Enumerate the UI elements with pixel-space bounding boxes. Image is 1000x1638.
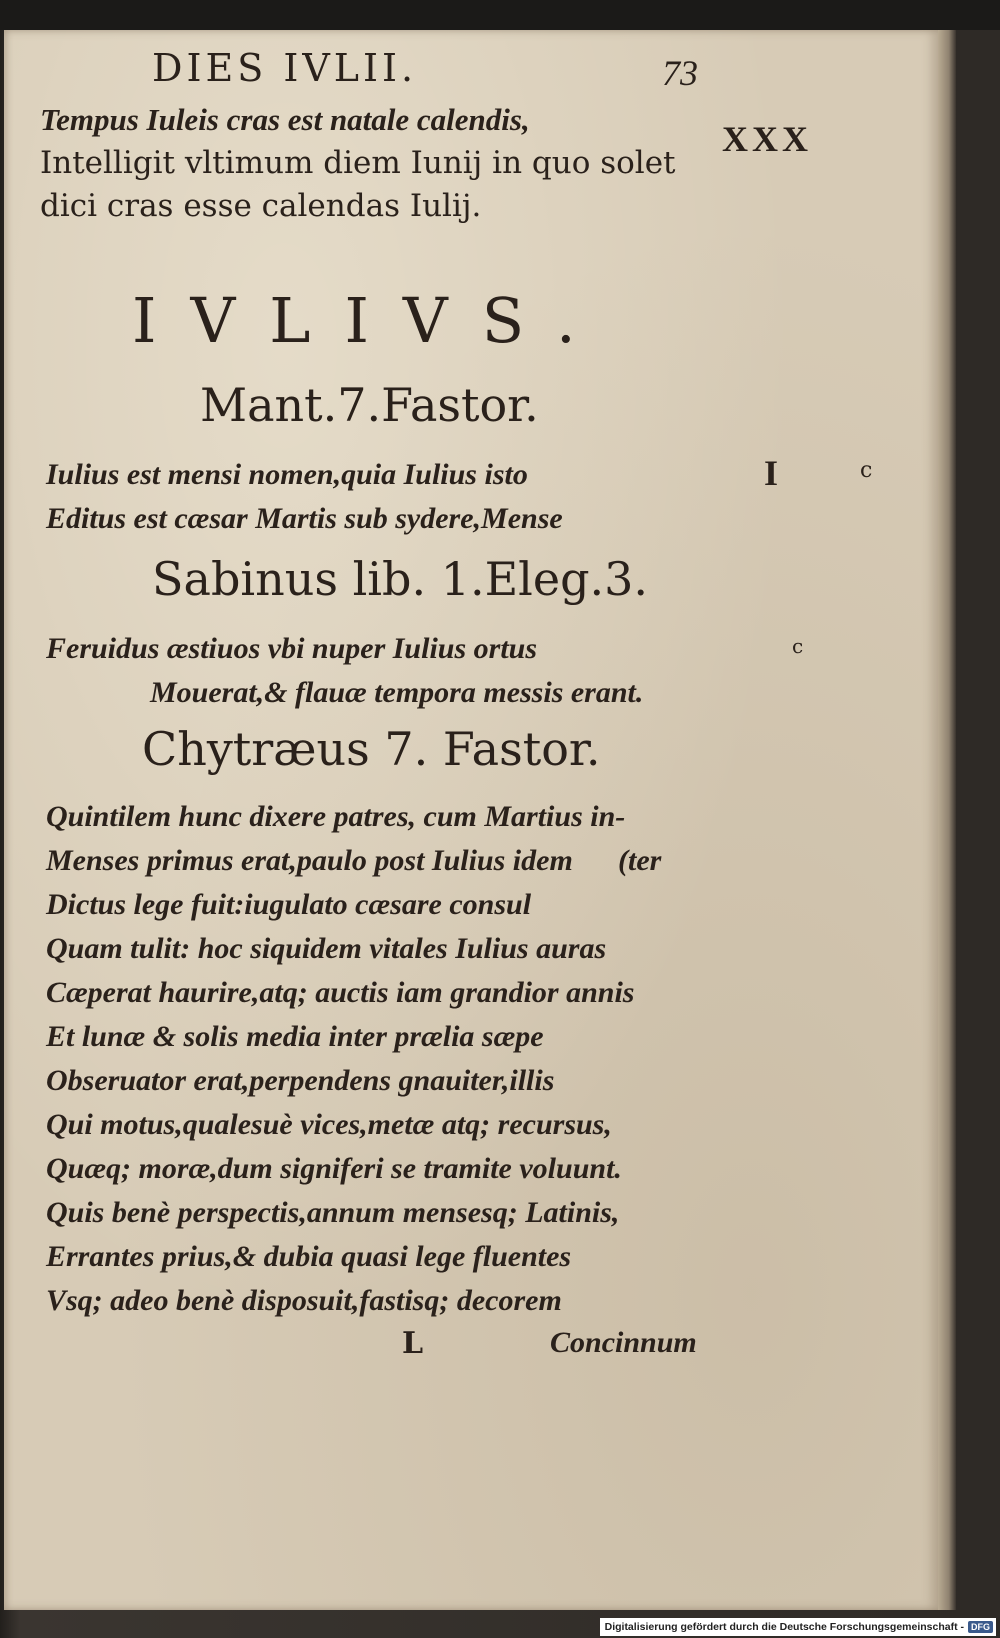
verse-line: Et lunæ & solis media inter prælia sæpe	[46, 1020, 544, 1053]
verse-line: Iulius est mensi nomen,quia Iulius isto	[46, 458, 528, 491]
page-edge	[938, 30, 956, 1610]
verse-line: Quam tulit: hoc siquidem vitales Iulius auras	[46, 932, 607, 965]
verse-line: Qui motus,qualesuè vices,metæ atq; recursus,	[46, 1108, 612, 1141]
margin-mark: I	[764, 453, 779, 493]
verse-line: Menses primus erat,paulo post Iulius idem	[46, 844, 573, 877]
catchword: Concinnum	[550, 1326, 697, 1359]
digitization-note: Digitalisierung gefördert durch die Deutsche Forschungsgemeinschaft -	[604, 1621, 964, 1633]
page-number: 73	[662, 53, 698, 93]
verse-line: Quæq; moræ,dum signiferi se tramite voluunt.	[46, 1152, 622, 1185]
verse-line: Editus est cæsar Martis sub sydere,Mense	[46, 502, 563, 535]
verse-line: Dictus lege fuit:iugulato cæsare consul	[46, 888, 532, 921]
verse-line: Mouerat,& flauæ tempora messis erant.	[150, 676, 644, 709]
scan-top-border	[0, 0, 1000, 30]
section-heading-mantuanus: Mant.7.Fastor.	[200, 378, 539, 432]
running-title: DIES IVLII.	[152, 46, 418, 90]
verse-line: Vsq; adeo benè disposuit,fastisq; decorem	[46, 1284, 562, 1317]
margin-numeral: XXX	[722, 119, 812, 159]
verse-line: Quintilem hunc dixere patres, cum Martius in-	[46, 800, 626, 833]
verse-line: Cæperat haurire,atq; auctis iam grandior annis	[46, 976, 635, 1009]
verse-line: Obseruator erat,perpendens gnauiter,illis	[46, 1064, 555, 1097]
signature-mark: L	[402, 1326, 424, 1361]
margin-mark: c	[792, 634, 804, 658]
intro-line-3: dici cras esse calendas Iulij.	[40, 188, 482, 224]
intro-line-1: Tempus Iuleis cras est natale calendis,	[40, 102, 530, 137]
section-heading-sabinus: Sabinus lib. 1.Eleg.3.	[152, 552, 649, 606]
dfg-logo: DFG	[968, 1621, 993, 1633]
digitization-footer	[600, 1618, 996, 1636]
verse-line: Quis benè perspectis,annum mensesq; Latinis,	[46, 1196, 620, 1229]
verse-line: Errantes prius,& dubia quasi lege fluentes	[46, 1240, 572, 1273]
margin-mark: c	[860, 458, 873, 483]
intro-line-2: Intelligit vltimum diem Iunij in quo solet	[40, 145, 676, 181]
month-title: IVLIVS.	[132, 284, 610, 357]
verse-line-end-fragment: (ter	[618, 844, 662, 877]
section-heading-chytraeus: Chytræus 7. Fastor.	[142, 722, 601, 776]
verse-line: Feruidus æstiuos vbi nuper Iulius ortus	[46, 632, 538, 665]
